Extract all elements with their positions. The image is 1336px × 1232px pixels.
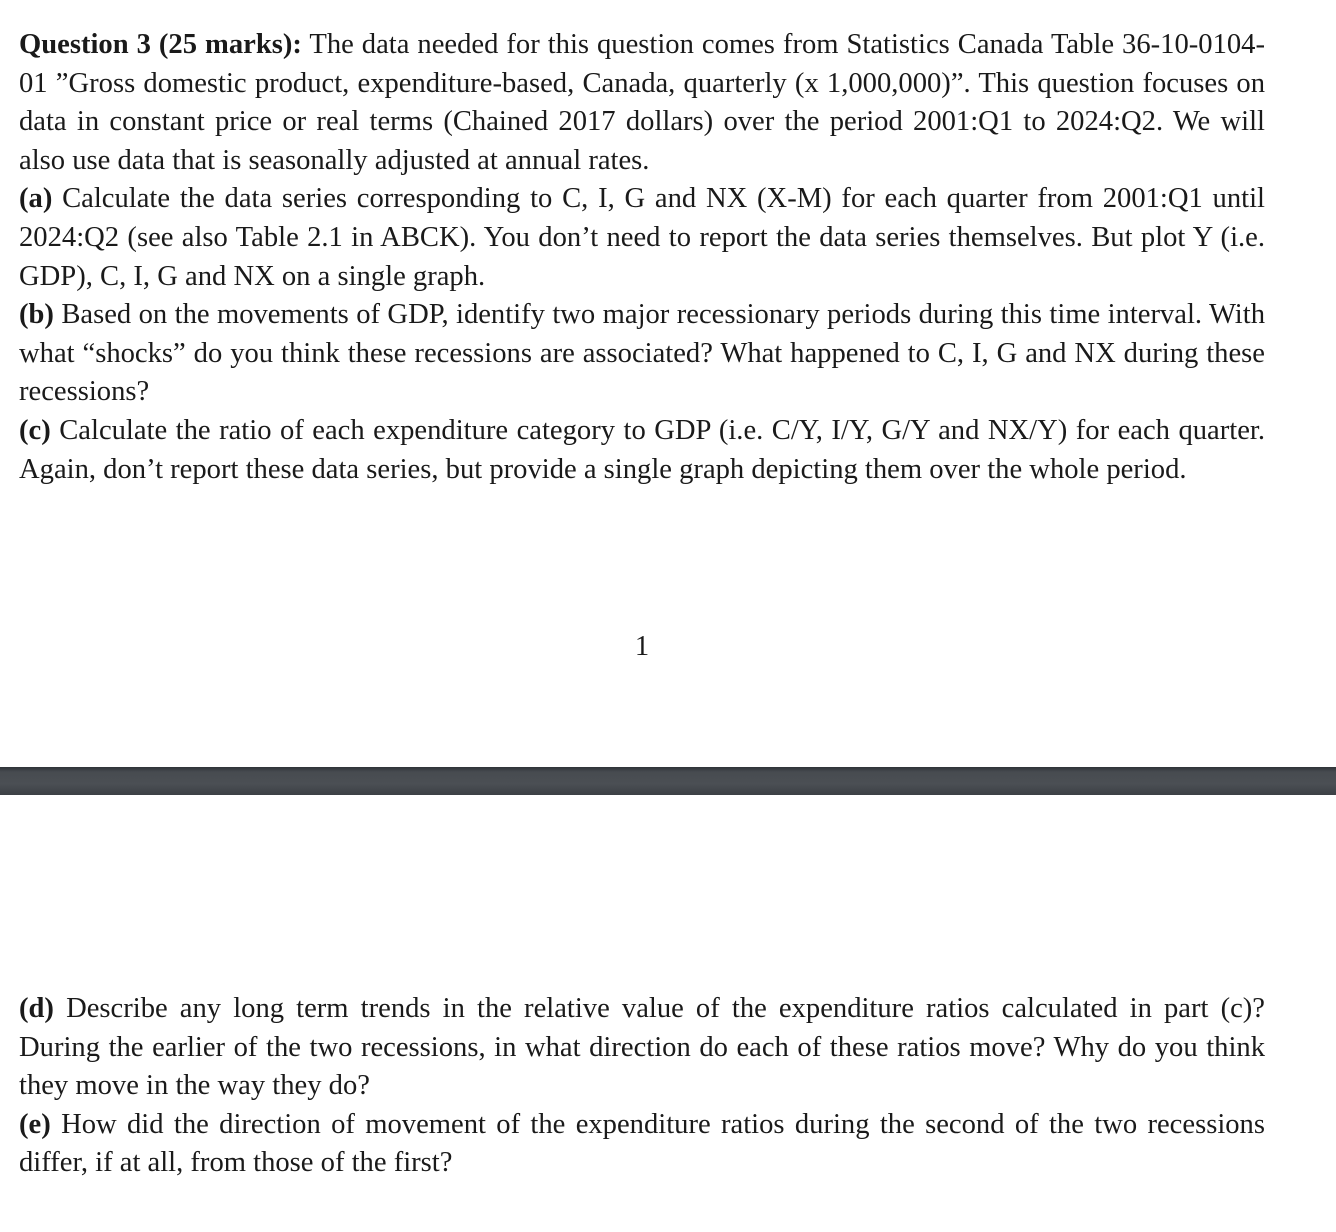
part-d-text: Describe any long term trends in the relative value of the expenditure ratios calculated in part (c)? During the earlier of the two recessions, in what direction do each of these ratios move? Why do you think they move in the way they do? [19,993,1265,1102]
part-e-text: How did the direction of movement of the expenditure ratios during the second of the two recessions differ, if at all, from those of the first? [19,1108,1265,1179]
part-b-text: Based on the movements of GDP, identify two major recessionary periods during this time interval. With what “shocks” do you think these recessions are associated? What happened to C, I, G and NX during these recessions? [19,299,1265,408]
page-2-content [19,990,1265,1183]
part-e [19,1106,1265,1183]
page-break-divider [0,767,1336,795]
part-d-label: (d) [19,993,54,1024]
part-d [19,990,1265,1106]
question-intro [19,26,1265,180]
part-b-label: (b) [19,299,54,331]
question-heading: Question 3 (25 marks): [19,29,302,60]
part-c-text: Calculate the ratio of each expenditure category to GDP (i.e. C/Y, I/Y, G/Y and NX/Y) for each quarter. Again, don’t report these data series, but provide a single graph depicting them over the whole period. [19,414,1265,485]
page-number: 1 [634,631,650,662]
part-a-label: (a) [19,183,53,215]
question-intro-text: The data needed for this question comes from Statistics Canada Table 36-10-0104-01 ”Gross domestic product, expenditure-based, Canada, quarterly (x 1,000,000)”. This question focuses on data in constant price or real terms (Chained 2017 dollars) over the period 2001:Q1 to 2024:Q2. We will also use data that is seasonally adjusted at annual rates. [19,29,1265,176]
part-c [19,412,1265,489]
part-e-label: (e) [19,1108,51,1140]
part-a-text: Calculate the data series corresponding to C, I, G and NX (X-M) for each quarter from 2001:Q1 until 2024:Q2 (see also Table 2.1 in ABCK). You don’t need to report the data series themselves. But plot Y (i.e. GDP), C, I, G and NX on a single graph. [19,183,1265,292]
part-c-label: (c) [19,414,51,446]
part-a [19,180,1265,296]
page-1-content [19,26,1265,489]
part-b [19,296,1265,412]
